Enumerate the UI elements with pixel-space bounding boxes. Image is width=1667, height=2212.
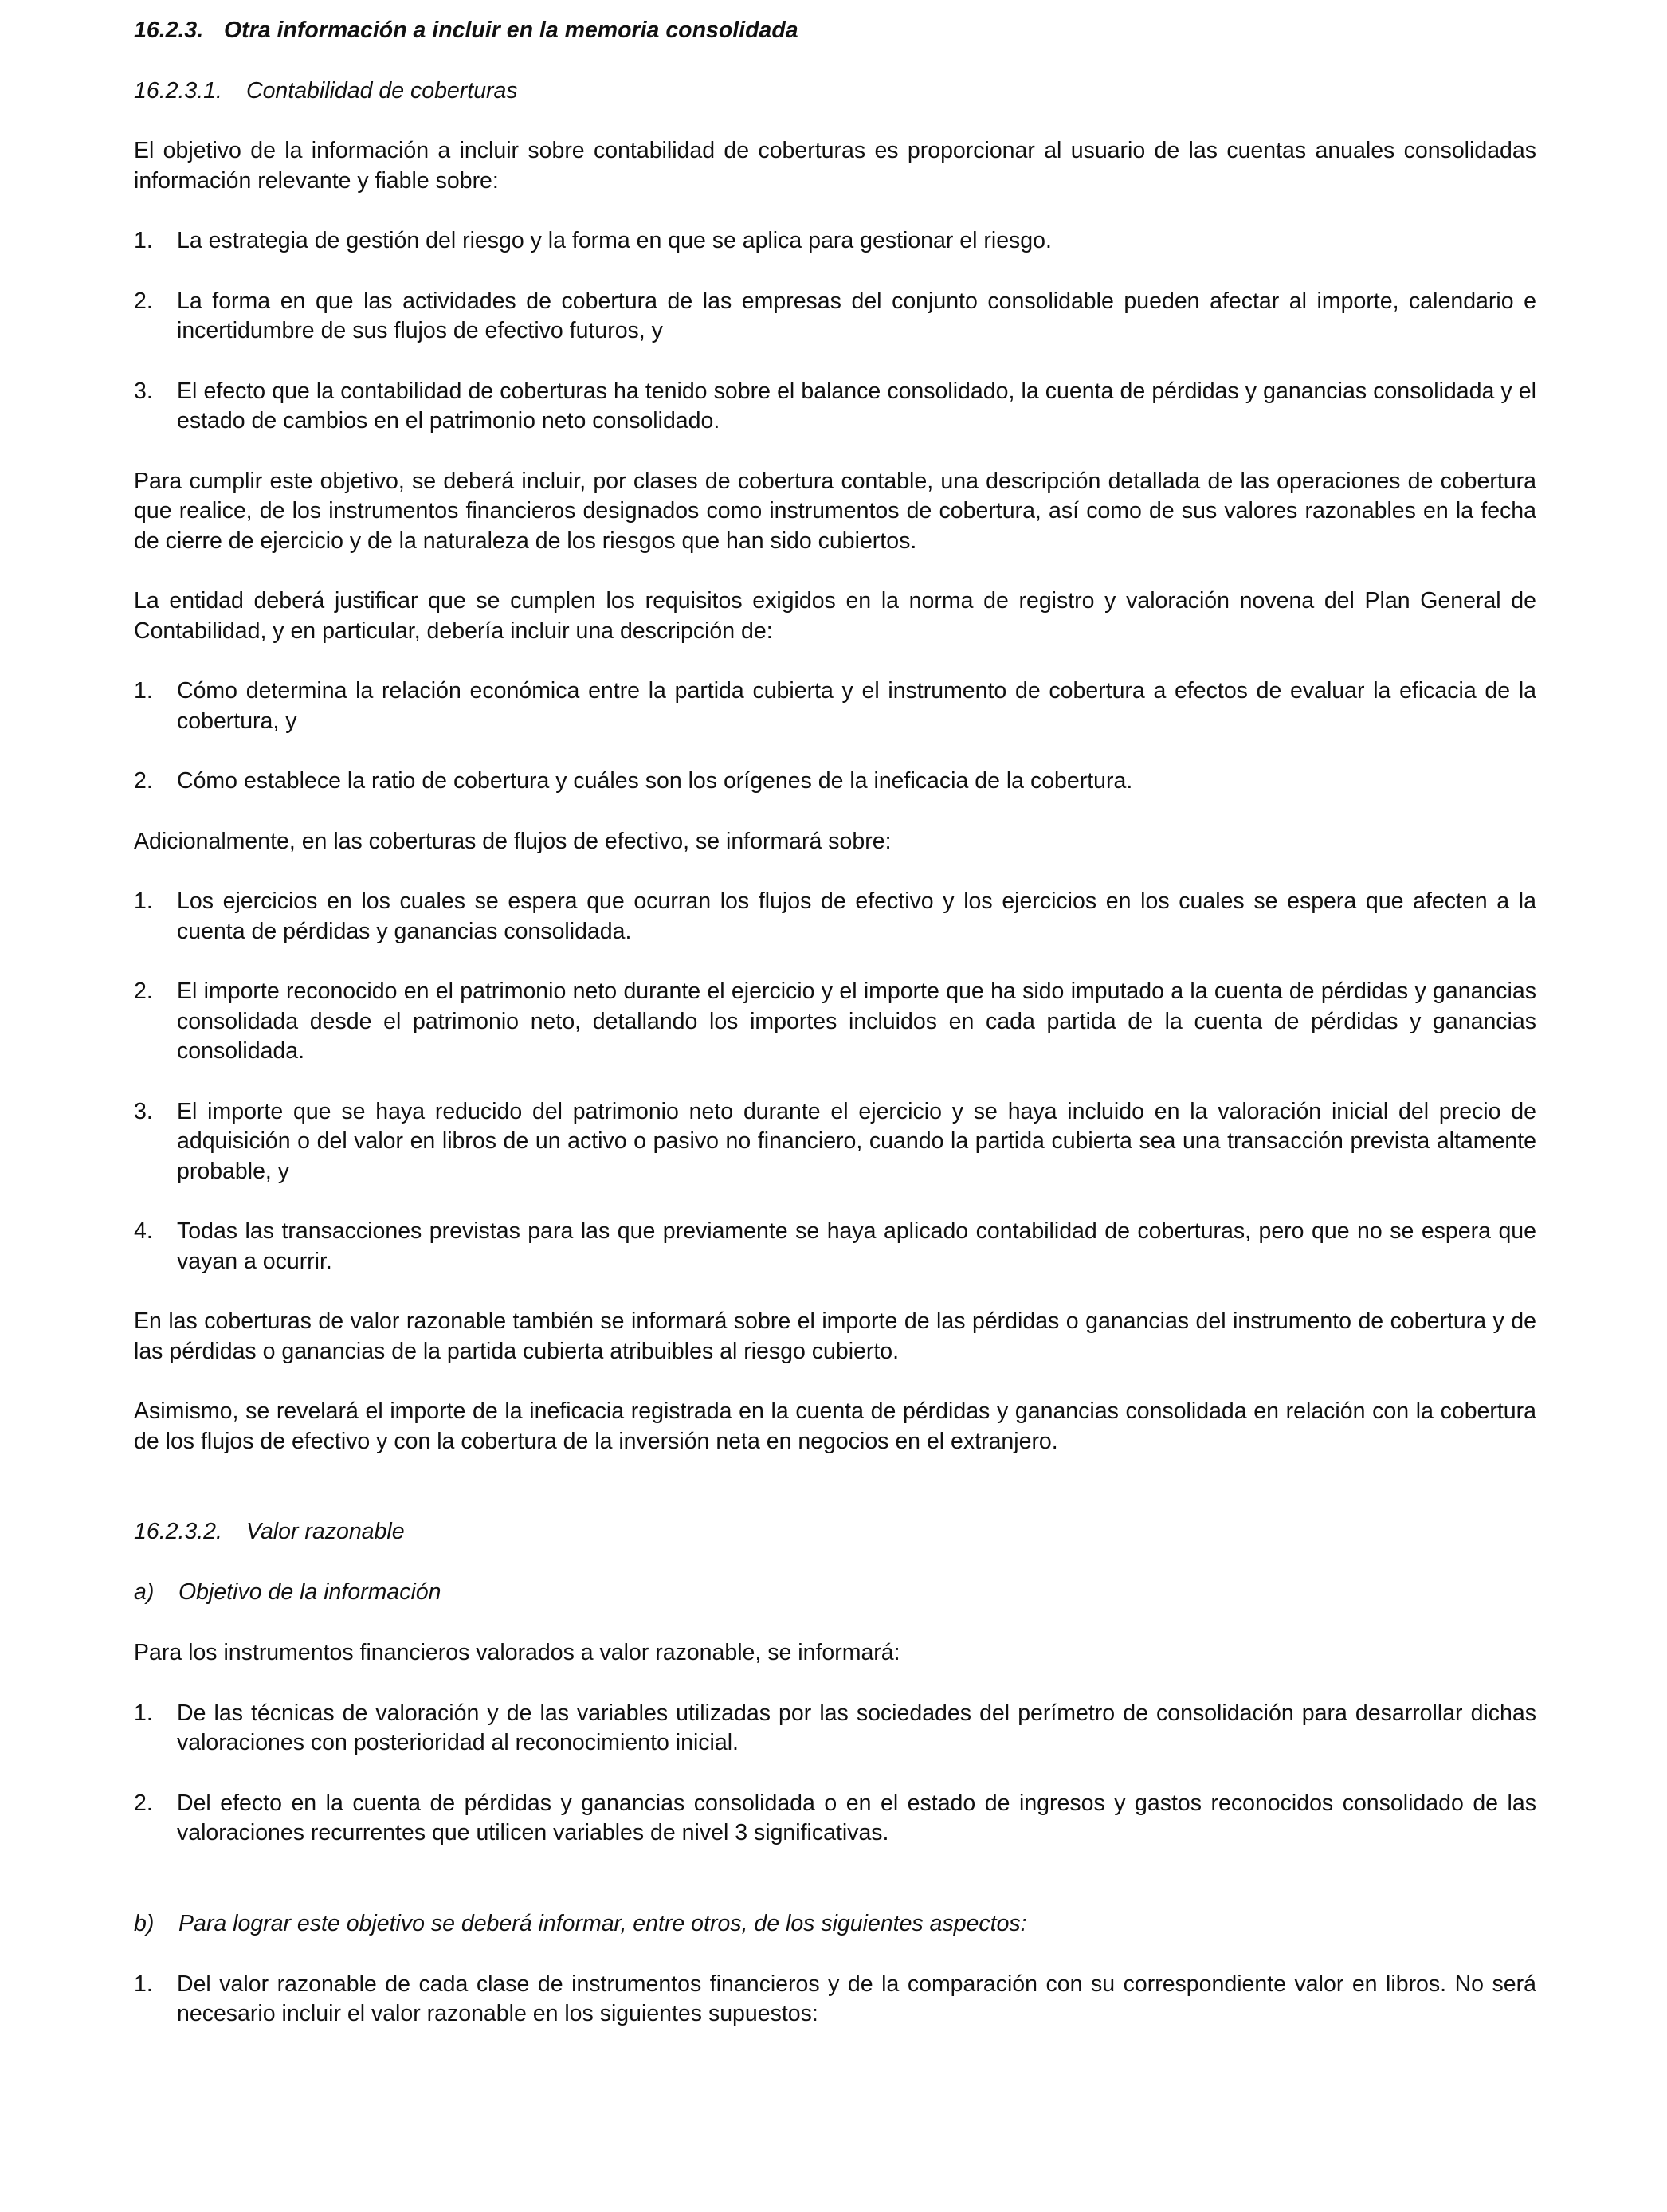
list-number: 1. [134, 1971, 153, 1997]
list-text: De las técnicas de valoración y de las variables utilizadas por las sociedades del perímetro de consolidación para desarrollar dichas valoraciones con posterioridad al reconocimiento inicial. [177, 1700, 1536, 1755]
list-text: El importe reconocido en el patrimonio neto durante el ejercicio y el importe que ha sido imputado a la cuenta de pérdidas y ganancias consolidada desde el patrimonio neto, detallando los importes incluidos en cada partida de la cuenta de pérdidas y ganancias consolidada. [177, 979, 1536, 1064]
description-list [134, 677, 1536, 797]
list-item [134, 977, 1536, 1067]
list-item [134, 677, 1536, 736]
list-number: 3. [134, 1098, 153, 1124]
list-item [134, 767, 1536, 797]
list-number: 2. [134, 979, 153, 1004]
list-text: La estrategia de gestión del riesgo y la forma en que se aplica para gestionar el riesgo. [177, 228, 1052, 253]
paragraph-para-instrumentos: Para los instrumentos financieros valorados a valor razonable, se informará: [134, 1640, 900, 1665]
list-number: 1. [134, 1700, 153, 1726]
list-item [134, 1789, 1536, 1849]
list-number: 2. [134, 768, 153, 794]
list-number: 1. [134, 228, 153, 253]
subsection-number: 16.2.3.1. [134, 78, 222, 104]
list-item [134, 1699, 1536, 1759]
heading-b-aspectos [134, 1909, 1536, 1939]
subsection-title: Valor razonable [246, 1519, 405, 1544]
heading-title: Objetivo de la información [178, 1579, 441, 1605]
paragraph-entidad: La entidad deberá justificar que se cumplen los requisitos exigidos en la norma de registro y valoración novena del Plan General de Contabilidad, y en particular, debería incluir una descripción de: [134, 588, 1536, 644]
list-item [134, 226, 1536, 257]
list-text: Del efecto en la cuenta de pérdidas y ganancias consolidada o en el estado de ingresos y gastos reconocidos consolidado de las valoraciones recurrentes que utilicen variables de nivel 3 significativas. [177, 1790, 1536, 1845]
paragraph-para-cumplir: Para cumplir este objetivo, se deberá incluir, por clases de cobertura contable, una descripción detallada de las operaciones de cobertura que realice, de los instrumentos financieros designados como instrumentos de cobertura, así como de sus valores razonables en la fecha de cierre de ejercicio y de la naturaleza de los riesgos que han sido cubiertos. [134, 468, 1536, 554]
paragraph-valor-razonable-coberturas: En las coberturas de valor razonable también se informará sobre el importe de las pérdidas o ganancias del instrumento de cobertura y de las pérdidas o ganancias de la partida cubierta atribuibles al riesgo cubierto. [134, 1308, 1536, 1364]
list-number: 3. [134, 378, 153, 404]
heading-letter: b) [134, 1910, 155, 1936]
list-item [134, 287, 1536, 347]
cash-flow-list [134, 887, 1536, 1277]
section-number: 16.2.3. [134, 18, 204, 43]
heading-a-objetivo [134, 1578, 1536, 1607]
list-text: Todas las transacciones previstas para las que previamente se haya aplicado contabilidad de coberturas, pero que no se espera que vayan a ocurrir. [177, 1218, 1536, 1274]
list-item [134, 377, 1536, 437]
section-title: Otra información a incluir en la memoria consolidada [224, 18, 798, 43]
list-text: El efecto que la contabilidad de coberturas ha tenido sobre el balance consolidado, la cuenta de pérdidas y ganancias consolidada y el estado de cambios en el patrimonio neto consolidado. [177, 378, 1536, 433]
paragraph-adicionalmente: Adicionalmente, en las coberturas de flujos de efectivo, se informará sobre: [134, 828, 892, 854]
section-heading-16-2-3 [134, 16, 1536, 50]
document-page [134, 16, 1536, 2030]
list-text: Del valor razonable de cada clase de instrumentos financieros y de la comparación con su correspondiente valor en libros. No será necesario incluir el valor razonable en los siguientes supuestos: [177, 1971, 1536, 2026]
subsection-heading-valor-razonable [134, 1517, 1536, 1547]
aspects-list [134, 1970, 1536, 2030]
list-number: 2. [134, 1790, 153, 1816]
heading-letter: a) [134, 1579, 155, 1605]
paragraph-asimismo: Asimismo, se revelará el importe de la ineficacia registrada en la cuenta de pérdidas y ganancias consolidada en relación con la cobertura de los flujos de efectivo y con la cobertura de la inversión neta en negocios en el extranjero. [134, 1398, 1536, 1454]
list-number: 2. [134, 288, 153, 314]
list-number: 1. [134, 888, 153, 914]
list-text: Cómo establece la ratio de cobertura y cuáles son los orígenes de la ineficacia de la cobertura. [177, 768, 1133, 794]
list-text: Cómo determina la relación económica entre la partida cubierta y el instrumento de cobertura a efectos de evaluar la eficacia de la cobertura, y [177, 678, 1536, 734]
list-item [134, 1217, 1536, 1277]
heading-title: Para lograr este objetivo se deberá informar, entre otros, de los siguientes aspectos: [178, 1910, 1027, 1936]
list-item [134, 887, 1536, 947]
list-text: El importe que se haya reducido del patrimonio neto durante el ejercicio y se haya incluido en la valoración inicial del precio de adquisición o del valor en libros de un activo o pasivo no financiero, cuando la partida cubierta sea una transacción prevista altamente probable, y [177, 1098, 1536, 1184]
list-text: La forma en que las actividades de cobertura de las empresas del conjunto consolidable pueden afectar al importe, calendario e incertidumbre de sus flujos de efectivo futuros, y [177, 288, 1536, 343]
objectives-list [134, 226, 1536, 437]
subsection-title: Contabilidad de coberturas [246, 78, 518, 104]
list-item [134, 1097, 1536, 1187]
subsection-heading-coberturas [134, 76, 1536, 106]
subsection-number: 16.2.3.2. [134, 1519, 222, 1544]
list-item [134, 1970, 1536, 2030]
list-number: 4. [134, 1218, 153, 1244]
fair-value-list [134, 1699, 1536, 1849]
intro-paragraph: El objetivo de la información a incluir sobre contabilidad de coberturas es proporcionar al usuario de las cuentas anuales consolidadas información relevante y fiable sobre: [134, 138, 1536, 194]
list-number: 1. [134, 678, 153, 704]
list-text: Los ejercicios en los cuales se espera que ocurran los flujos de efectivo y los ejercicios en los cuales se espera que afecten a la cuenta de pérdidas y ganancias consolidada. [177, 888, 1536, 944]
